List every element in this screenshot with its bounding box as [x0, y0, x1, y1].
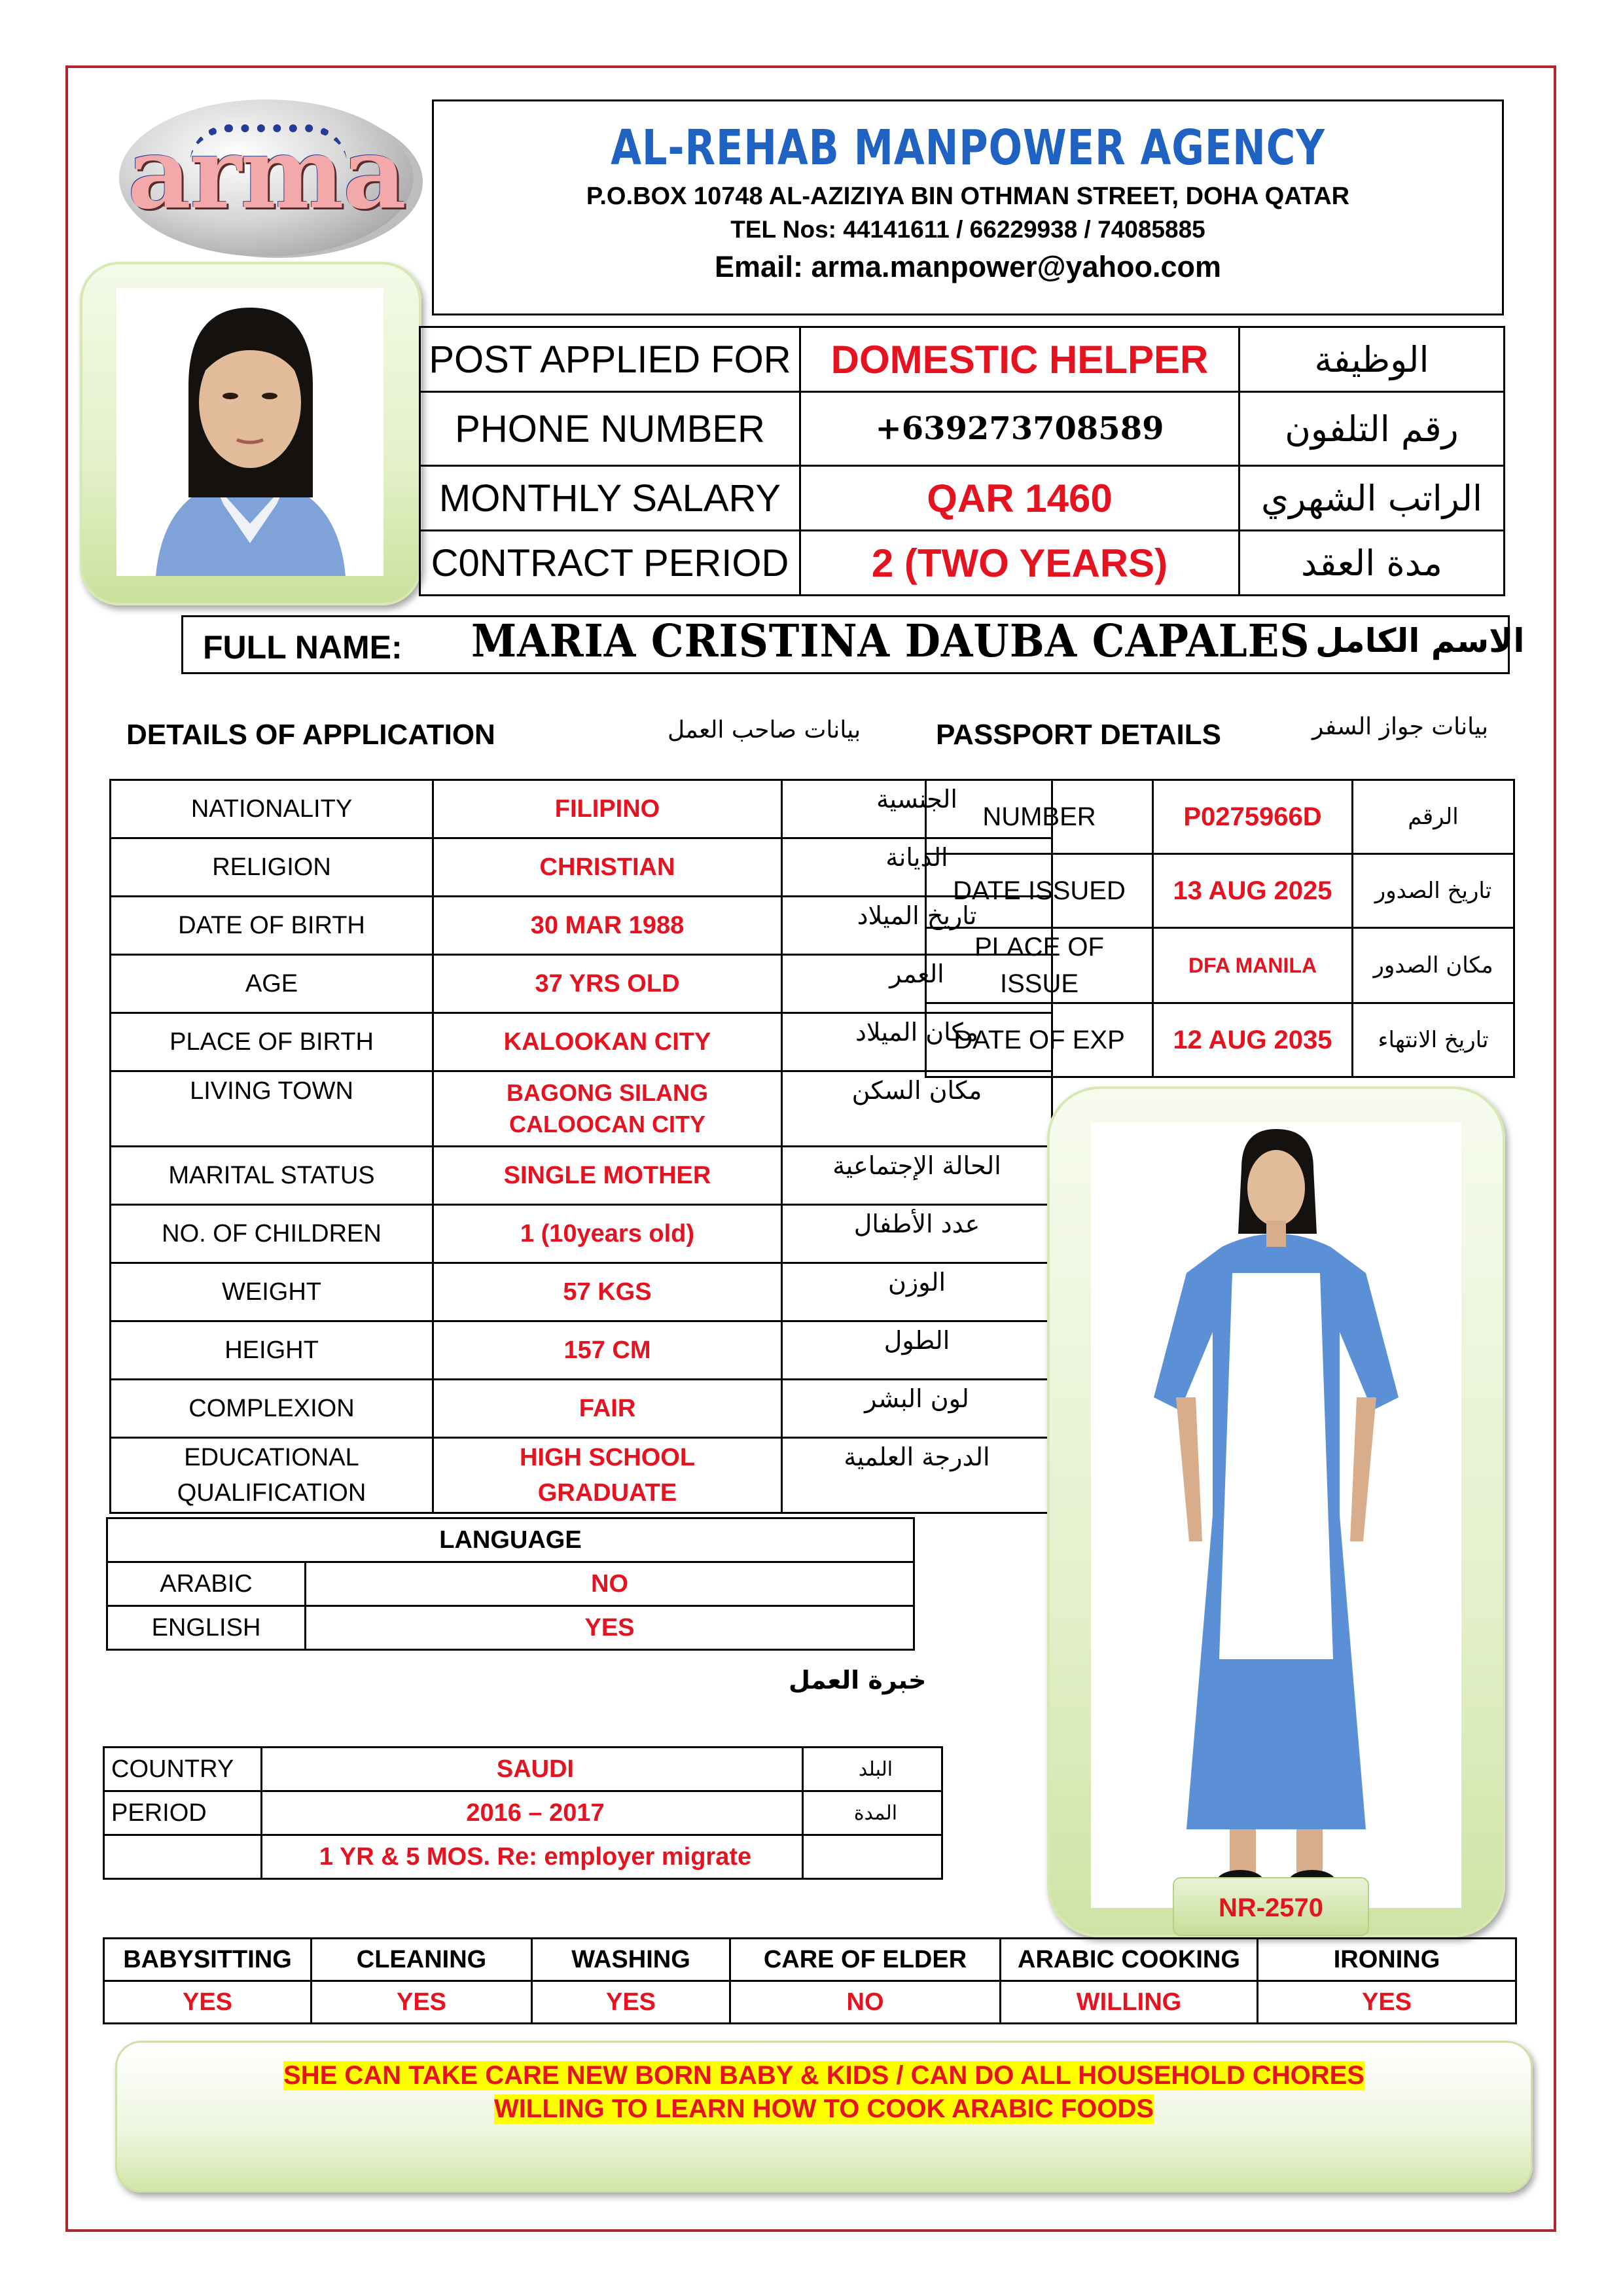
- full-name-label-ar: الاسم الكامل: [1315, 622, 1525, 660]
- table-row: [107, 1518, 914, 1562]
- language-title: LANGUAGE: [107, 1518, 914, 1562]
- agency-tel: TEL Nos: 44141611 / 66229938 / 74085885: [730, 216, 1205, 243]
- reference-number-badge: NR-2570: [1173, 1877, 1369, 1936]
- skill-value: YES: [104, 1981, 312, 2024]
- passport-label: DATE ISSUED: [926, 854, 1153, 928]
- table-row: [111, 955, 1052, 1013]
- salary-label: MONTHLY SALARY: [420, 466, 800, 531]
- detail-label: NATIONALITY: [111, 780, 433, 838]
- detail-value: KALOOKAN CITY: [433, 1013, 782, 1071]
- table-row: [111, 1071, 1052, 1147]
- work-experience-table: [103, 1746, 943, 1880]
- skill-value: YES: [1258, 1981, 1516, 2024]
- detail-label: WEIGHT: [111, 1263, 433, 1321]
- skills-table: [103, 1937, 1517, 2024]
- empty-cell: [803, 1835, 942, 1879]
- table-row: [107, 1606, 914, 1650]
- table-row: [111, 1321, 1052, 1380]
- detail-label: MARITAL STATUS: [111, 1147, 433, 1205]
- detail-label: NO. OF CHILDREN: [111, 1205, 433, 1263]
- skill-header: ARABIC COOKING: [1001, 1939, 1258, 1981]
- passport-label: PLACE OF ISSUE: [926, 928, 1153, 1003]
- table-row: [104, 1748, 942, 1791]
- period-label-ar: المدة: [803, 1791, 942, 1835]
- country-label: COUNTRY: [104, 1748, 262, 1791]
- language-label: ARABIC: [107, 1562, 306, 1606]
- table-row: [926, 780, 1514, 854]
- detail-value: HIGH SCHOOL GRADUATE: [433, 1438, 782, 1513]
- table-row: [111, 1380, 1052, 1438]
- agency-email: Email: arma.manpower@yahoo.com: [714, 250, 1222, 283]
- skill-value: YES: [312, 1981, 532, 2024]
- post-label: POST APPLIED FOR: [420, 327, 800, 392]
- table-row: [104, 1835, 942, 1879]
- detail-label-ar: عدد الأطفال: [782, 1205, 1052, 1263]
- details-title-ar: بيانات صاحب العمل: [668, 717, 861, 744]
- agency-address: P.O.BOX 10748 AL-AZIZIYA BIN OTHMAN STREET, DOHA QATAR: [586, 183, 1350, 210]
- skill-header: WASHING: [532, 1939, 730, 1981]
- full-body-photo: [1091, 1122, 1461, 1908]
- detail-value: CHRISTIAN: [433, 838, 782, 897]
- detail-value: 30 MAR 1988: [433, 897, 782, 955]
- agency-name: AL-REHAB MANPOWER AGENCY: [611, 120, 1325, 176]
- skill-value: WILLING: [1001, 1981, 1258, 2024]
- skill-value: YES: [532, 1981, 730, 2024]
- passport-value: 13 AUG 2025: [1153, 854, 1353, 928]
- table-row: [104, 1791, 942, 1835]
- passport-label: NUMBER: [926, 780, 1153, 854]
- work-experience-title-ar: خبرة العمل: [789, 1666, 927, 1695]
- table-row: [104, 1981, 1516, 2024]
- logo-text: arma: [127, 116, 406, 231]
- passport-label-ar: تاريخ الانتهاء: [1353, 1003, 1514, 1077]
- detail-label-ar: لون البشر: [782, 1380, 1052, 1438]
- post-label-ar: الوظيفة: [1240, 327, 1505, 392]
- detail-value: SINGLE MOTHER: [433, 1147, 782, 1205]
- table-row: [926, 928, 1514, 1003]
- detail-label: RELIGION: [111, 838, 433, 897]
- phone-value: +639273708589: [800, 392, 1240, 466]
- table-row: [926, 854, 1514, 928]
- details-title: DETAILS OF APPLICATION: [126, 719, 495, 751]
- table-row: [111, 1438, 1052, 1513]
- detail-label: PLACE OF BIRTH: [111, 1013, 433, 1071]
- detail-label: DATE OF BIRTH: [111, 897, 433, 955]
- detail-label-ar: تاريخ الميلاد: [782, 897, 1052, 955]
- detail-label-ar: الحالة الإجتماعية: [782, 1147, 1052, 1205]
- full-name-label: FULL NAME:: [203, 629, 402, 666]
- remark-line: WILLING TO LEARN HOW TO COOK ARABIC FOODS: [493, 2094, 1154, 2123]
- remarks-box: [115, 2041, 1533, 2193]
- language-table: [106, 1517, 915, 1651]
- detail-label: LIVING TOWN: [111, 1071, 433, 1147]
- portrait-photo: [116, 288, 383, 576]
- detail-label: EDUCATIONAL QUALIFICATION: [111, 1438, 433, 1513]
- period-value: 2016 – 2017: [262, 1791, 803, 1835]
- passport-value: DFA MANILA: [1153, 928, 1353, 1003]
- detail-label: HEIGHT: [111, 1321, 433, 1380]
- passport-value: P0275966D: [1153, 780, 1353, 854]
- detail-value: 1 (10years old): [433, 1205, 782, 1263]
- passport-table: [925, 779, 1515, 1078]
- country-label-ar: البلد: [803, 1748, 942, 1791]
- table-row: [111, 897, 1052, 955]
- detail-value: BAGONG SILANG CALOOCAN CITY: [433, 1071, 782, 1147]
- passport-label-ar: تاريخ الصدور: [1353, 854, 1514, 928]
- post-value: DOMESTIC HELPER: [800, 327, 1240, 392]
- language-value: YES: [306, 1606, 914, 1650]
- table-row: [111, 1013, 1052, 1071]
- table-row: [111, 1263, 1052, 1321]
- language-value: NO: [306, 1562, 914, 1606]
- agency-header: [432, 99, 1504, 315]
- table-row: [420, 392, 1505, 466]
- passport-label-ar: مكان الصدور: [1353, 928, 1514, 1003]
- detail-label-ar: الديانة: [782, 838, 1052, 897]
- detail-label-ar: الدرجة العلمية: [782, 1438, 1052, 1513]
- contract-label: C0NTRACT PERIOD: [420, 531, 800, 596]
- table-row: [111, 780, 1052, 838]
- detail-value: FILIPINO: [433, 780, 782, 838]
- skill-header: CLEANING: [312, 1939, 532, 1981]
- passport-value: 12 AUG 2035: [1153, 1003, 1353, 1077]
- detail-label-ar: الوزن: [782, 1263, 1052, 1321]
- detail-label-ar: مكان السكن: [782, 1071, 1052, 1147]
- table-row: [420, 327, 1505, 392]
- detail-label-ar: العمر: [782, 955, 1052, 1013]
- contract-value: 2 (TWO YEARS): [800, 531, 1240, 596]
- detail-value: FAIR: [433, 1380, 782, 1438]
- language-label: ENGLISH: [107, 1606, 306, 1650]
- details-table: [109, 779, 1053, 1514]
- table-row: [420, 466, 1505, 531]
- detail-value: 157 CM: [433, 1321, 782, 1380]
- passport-label: DATE OF EXP: [926, 1003, 1153, 1077]
- detail-label-ar: الجنسية: [782, 780, 1052, 838]
- passport-label-ar: الرقم: [1353, 780, 1514, 854]
- phone-label: PHONE NUMBER: [420, 392, 800, 466]
- duration-note: 1 YR & 5 MOS. Re: employer migrate: [262, 1835, 803, 1879]
- period-label: PERIOD: [104, 1791, 262, 1835]
- table-row: [420, 531, 1505, 596]
- contract-label-ar: مدة العقد: [1240, 531, 1505, 596]
- table-row: [111, 838, 1052, 897]
- detail-value: 37 YRS OLD: [433, 955, 782, 1013]
- salary-value: QAR 1460: [800, 466, 1240, 531]
- skill-value: NO: [730, 1981, 1001, 2024]
- detail-label: COMPLEXION: [111, 1380, 433, 1438]
- full-name-value: MARIA CRISTINA DAUBA CAPALES: [471, 615, 1310, 668]
- detail-label-ar: الطول: [782, 1321, 1052, 1380]
- detail-label-ar: مكان الميلاد: [782, 1013, 1052, 1071]
- salary-label-ar: الراتب الشهري: [1240, 466, 1505, 531]
- passport-title: PASSPORT DETAILS: [936, 719, 1221, 751]
- skill-header: IRONING: [1258, 1939, 1516, 1981]
- detail-label: AGE: [111, 955, 433, 1013]
- empty-cell: [104, 1835, 262, 1879]
- table-row: [111, 1147, 1052, 1205]
- table-row: [926, 1003, 1514, 1077]
- post-table: [419, 326, 1505, 596]
- skill-header: CARE OF ELDER: [730, 1939, 1001, 1981]
- country-value: SAUDI: [262, 1748, 803, 1791]
- phone-label-ar: رقم التلفون: [1240, 392, 1505, 466]
- table-row: [104, 1939, 1516, 1981]
- detail-value: 57 KGS: [433, 1263, 782, 1321]
- remark-line: SHE CAN TAKE CARE NEW BORN BABY & KIDS / CAN DO ALL HOUSEHOLD CHORES: [283, 2061, 1364, 2090]
- passport-title-ar: بيانات جواز السفر: [1312, 713, 1489, 740]
- table-row: [107, 1562, 914, 1606]
- table-row: [111, 1205, 1052, 1263]
- skill-header: BABYSITTING: [104, 1939, 312, 1981]
